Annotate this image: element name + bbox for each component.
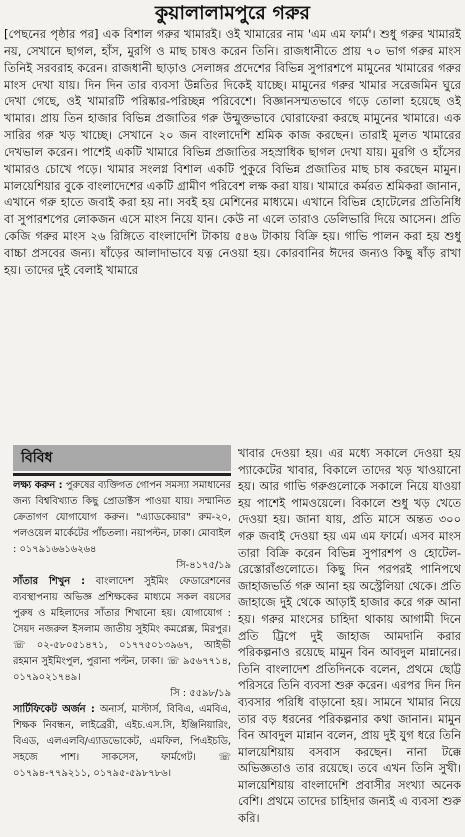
ad-text: পুরুষের ব্যক্তিগত গোপন সমস্যা সমাধানের জন্য বিশ্ববিখ্যাত কিছু প্রোডাক্টস পাওয়া যায়। সম্মানিত ক্রেতাগণ যোগাযোগ করুন। "এ্যাডকেয়ার" রুম-২০, পলওয়েল মার্কেটের পাঁচতলা। নয়াপল্টন, ঢাকা। মোবাইল : ০১৭৯১৬৬১৬২৬৪ <box>13 480 231 555</box>
article-body-right <box>238 445 461 837</box>
classified-ad-2 <box>13 574 231 686</box>
article-body-top <box>4 26 461 438</box>
classifieds-title: বিবিধ <box>13 445 231 471</box>
classified-ad-1 <box>13 478 231 558</box>
article-paragraph: খাবার দেওয়া হয়। এর মধ্যে সকালে দেওয়া হয় প্যাকেটের খাবার, বিকালে তাদের খড় খাওয়ানো হয়। আর গাভি গরুগুলোকে সকালে নিয়ে যাওয়া হয় পাশেই পামওয়েলে। বিকালে শুধু খড় খেতে দেওয়া হয়। জানা যায়, প্রতি মাসে অন্তত ৩০০ গরু জবাই দেওয়া হয় এম এম ফার্মে। এসব মাংস তারা বিক্রি করেন বিভিন্ন সুপারশপ ও হোটেল-রেস্তোরাঁগুলোতে। কিছু দিন পরপরই পানিপথে জাহাজভর্তি গরু আনা হয় অস্ট্রেলিয়া থেকে। প্রতি জাহাজে দুই থেকে আড়াই হাজার করে গরু আনা হয়। গরুর মাংসের চাহিদা থাকায় আগামী দিনে প্রতি ট্রিপে দুই জাহাজ আমদানি করার পরিকল্পনাও রয়েছে মামুন বিন আবদুল মান্নানের। তিনি বাংলাদেশ প্রতিদিনকে বলেন, প্রথমে ছোট্ট পরিসরে তিনি ব্যবসা শুরু করেন। এরপর দিন দিন ব্যবসার পরিধি বাড়ানো হয়। সামনে খামার নিয়ে তার বড় ধরনের পরিকল্পনার কথা জানান। মামুন বিন আবদুল মান্নান বলেন, প্রায় দুই যুগ ধরে তিনি মালয়েশিয়ায় বসবাস করছেন। নানা টক্কে অভিজ্ঞতাও তার রয়েছে। তবে এখন তিনি সুখী। মালয়েশিয়ায় বাংলাদেশি প্রবাসীর সংখ্যা অনেক বেশি। প্রথমে তাদের চাহিদার জন্যই এ ব্যবসা শুরু করি। <box>238 446 461 826</box>
ad-heading: লক্ষ্য করুন : <box>13 480 63 491</box>
classifieds-body <box>13 476 231 782</box>
ad-heading: সার্টিফিকেট অর্জন : <box>13 704 95 715</box>
ad-text: বাংলাদেশ সুইমিং ফেডারেশনের ব্যবস্থাপনায় অভিজ্ঞ প্রশিক্ষকের মাধ্যমে সকল বয়সের পুরুষ ও মহিলাদের সাঁতার শিখানো হয়। যোগাযোগ : সৈয়দ নজরুল ইসলাম জাতীয় সুইমিং কমপ্লেক্স, মিরপুর। ☏ ০২-৫৮০৫১৪৭১, ০১৭৭৫০১৩৯৬৭, আইভী রহমান সুইমিংপুল, পুরানা পল্টন, ঢাকা। ☏ ৯৫৬৭৭১৪, ০১৭৯০২১৭৪৯। <box>13 576 231 683</box>
ad-code: সি : ৫৫৯৮/১৯ <box>170 688 231 699</box>
headline: কুয়ালালামপুরে গরুর <box>155 2 310 24</box>
ad-heading: সাঁতার শিখুন : <box>13 576 86 587</box>
ad-code: সি-৪১৭৫/১৯ <box>176 560 231 571</box>
classifieds-box <box>13 445 231 837</box>
ad-text: অনার্স, মাস্টার্স, বিবিএ, এমবিএ, শিক্ষক নিবন্ধন, লাইব্রেরী, এইচ.এস.সি, ইঞ্জিনিয়ারিং, বিএড, এলএলবি/এ্যাডভোকেট, এমফিল, পিএইচডি, সহজে পাশ। সাকসেস, ফার্মগেট। ☏ ০১৭৯৪-৭৭৯২১১, ০১৭৯৫-৫৯৮৭৮৬। <box>13 704 231 779</box>
classified-ad-3 <box>13 702 231 782</box>
article-paragraph: [পেছনের পৃষ্ঠার পর] এক বিশাল গরুর খামারই। ওই খামারের নাম 'এম এম ফার্ম'। শুধু গরুর খামারই নয়, সেখানে ছাগল, হাঁস, মুরগি ও মাছ চাষও করেন তিনি। রাজধানীতে প্রায় ৭০ ভাগ গরুর মাংস তিনিই সরবরাহ করেন। রাজধানী ছাড়াও সেলাঙ্গর প্রদেশের বিভিন্ন সুপারশপে মামুনের খামারের গরুর মাংস দেখা যায়। দিন দিন তার ব্যবসা উন্নতির দিকেই যাচ্ছে। মামুনের গরুর খামার সরেজমিন ঘুরে দেখা গেছে, ওই খামারটি পরিষ্কার-পরিচ্ছন্ন পরিবেশে। বিজ্ঞানসম্মতভাবে গড়ে তোলা হয়েছে ওই খামার। প্রায় তিন হাজার বিভিন্ন প্রজাতির গরু উন্মুক্তভাবে ঘোরাফেরা করছে মামুনের খামারে। এক সারির গরু খড় খাচ্ছে। সেখানে ২০ জন বাংলাদেশি শ্রমিক কাজ করছেন। তারাই মূলত খামারের দেখভাল করেন। পাশেই একটি খামারে বিভিন্ন প্রজাতির সহস্রাধিক ছাগল দেখা যায়। মুরগি ও হাঁসের খামারও চোখে পড়ে। খামার সংলগ্ন বিশাল একটি পুকুরে বিভিন্ন প্রজাতির মাছ চাষ করছেন মামুন। মালয়েশিয়ার বুকে বাংলাদেশের একটি গ্রামীণ পরিবেশ লক্ষ করা যায়। খামারে কর্মরত শ্রমিকরা জানান, এখানে গরু হাতে জবাই করা হয় না। সবই হয় মেশিনের মাধ্যমে। এখানে বিভিন্ন হোটেলের প্রতিনিধি বা সুপারশপের লোকজন এসে মাংস নিয়ে যান। কেউ না এলে তারাও ডেলিভারি দিয়ে আসেন। প্রতি কেজি গরুর মাংস ২৬ রিঙ্গিতে বাংলাদেশি টাকায় ৫৪৬ টাকায় বিক্রি হয়। গাভি পালন করা হয় শুধু বাচ্চা প্রসবের জন্য। ষাঁড়ের আলাদাভাবে যত্ন নেওয়া হয়। কোরবানির ঈদের জন্যও কিছু ষাঁড় রাখা হয়। তাদের দুই বেলাই খামারে <box>4 27 461 277</box>
